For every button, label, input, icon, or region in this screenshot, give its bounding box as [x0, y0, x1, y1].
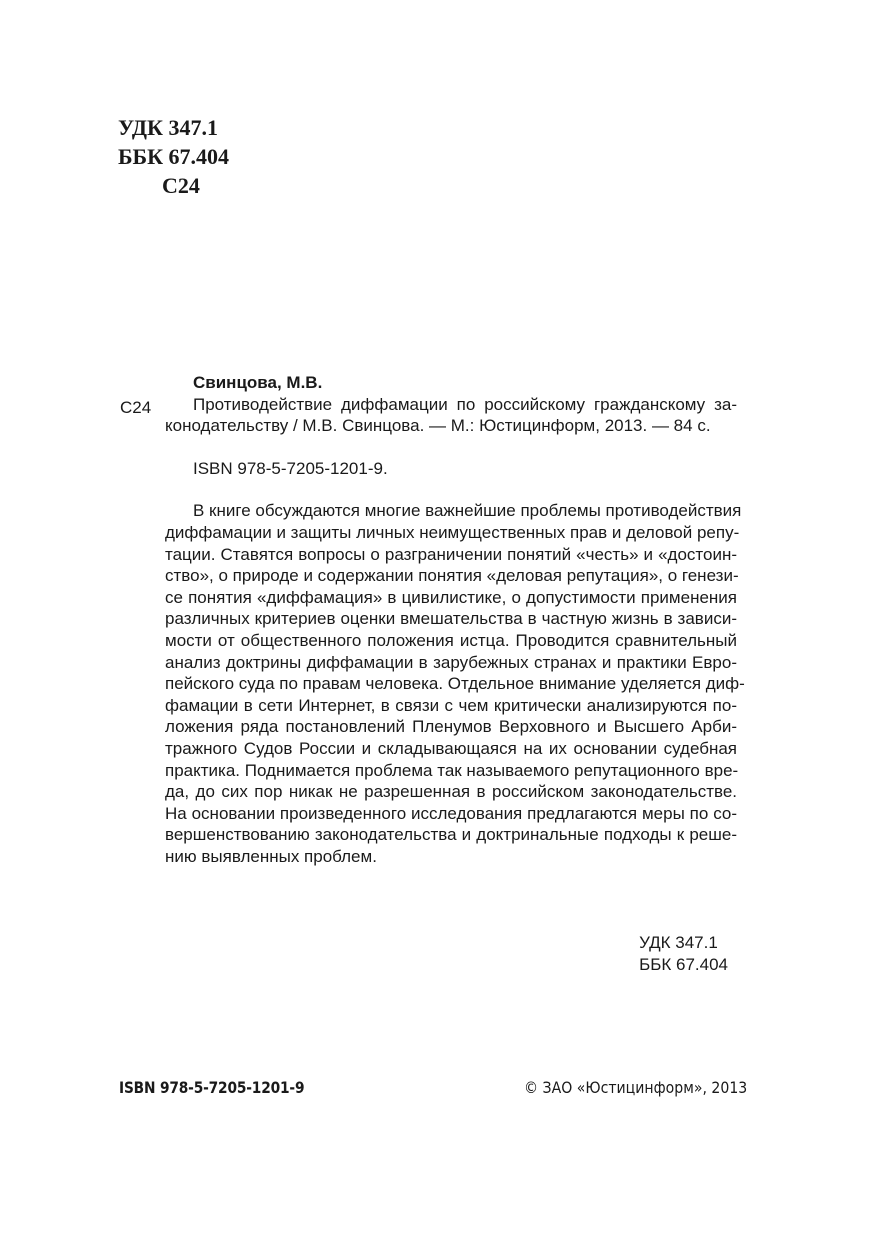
annotation-line: тражного Судов России и складывающаяся на их основании судебная	[165, 738, 737, 758]
record-body	[165, 372, 745, 867]
record-title-line: конодательству / М.В. Свинцова. — М.: Юстицинформ, 2013. — 84 с.	[165, 416, 711, 436]
annotation-line: вершенствованию законодательства и доктринальные подходы к реше-	[165, 825, 737, 845]
annotation-line: В книге обсуждаются многие важнейшие проблемы противодействия	[193, 501, 742, 521]
annotation-line: се понятия «диффамация» в цивилистике, о допустимости применения	[165, 587, 737, 607]
annotation-line: диффамации и защиты личных неимущественных прав и деловой репу-	[165, 522, 740, 542]
annotation-line: практика. Поднимается проблема так называемого репутационного вре-	[165, 760, 739, 780]
annotation-line: тации. Ставятся вопросы о разграничении понятий «честь» и «достоин-	[165, 544, 737, 564]
footer-copyright: © ЗАО «Юстицинформ», 2013	[524, 1078, 748, 1097]
bbk-code: ББК 67.404	[639, 954, 728, 974]
annotation-line: На основании произведенного исследования предлагаются меры по со-	[165, 803, 737, 823]
annotation-line: пейского суда по правам человека. Отдельное внимание уделяется диф-	[165, 674, 745, 694]
top-classification	[118, 113, 229, 200]
record-author: Свинцова, М.В.	[193, 373, 323, 392]
record-title-line: Противодействие диффамации по российскому гражданскому за-	[193, 394, 737, 414]
annotation-line: фамации в сети Интернет, в связи с чем критически анализируются по-	[165, 695, 737, 715]
udk-code: УДК 347.1	[639, 933, 718, 952]
udk-code: УДК 347.1	[118, 115, 219, 140]
record-isbn: ISBN 978-5-7205-1201-9.	[193, 458, 388, 478]
bbk-code: ББК 67.404	[118, 144, 230, 169]
bottom-classification	[639, 932, 728, 975]
author-mark: С24	[162, 173, 200, 198]
annotation-line: мости от общественного положения истца. Проводится сравнительный	[165, 630, 737, 650]
annotation	[165, 500, 745, 867]
annotation-line: ство», о природе и содержании понятия «деловая репутация», о генези-	[165, 566, 739, 586]
annotation-line: нию выявленных проблем.	[165, 846, 377, 866]
footer-isbn: ISBN 978-5-7205-1201-9	[119, 1078, 305, 1097]
annotation-line: ложения ряда постановлений Пленумов Верховного и Высшего Арби-	[165, 717, 737, 737]
record-author-mark: С24	[120, 398, 152, 417]
annotation-line: анализ доктрины диффамации в зарубежных странах и практики Евро-	[165, 652, 737, 672]
annotation-line: различных критериев оценки вмешательства в частную жизнь в зависи-	[165, 609, 737, 629]
annotation-line: да, до сих пор никак не разрешенная в российском законодательстве.	[165, 782, 737, 802]
